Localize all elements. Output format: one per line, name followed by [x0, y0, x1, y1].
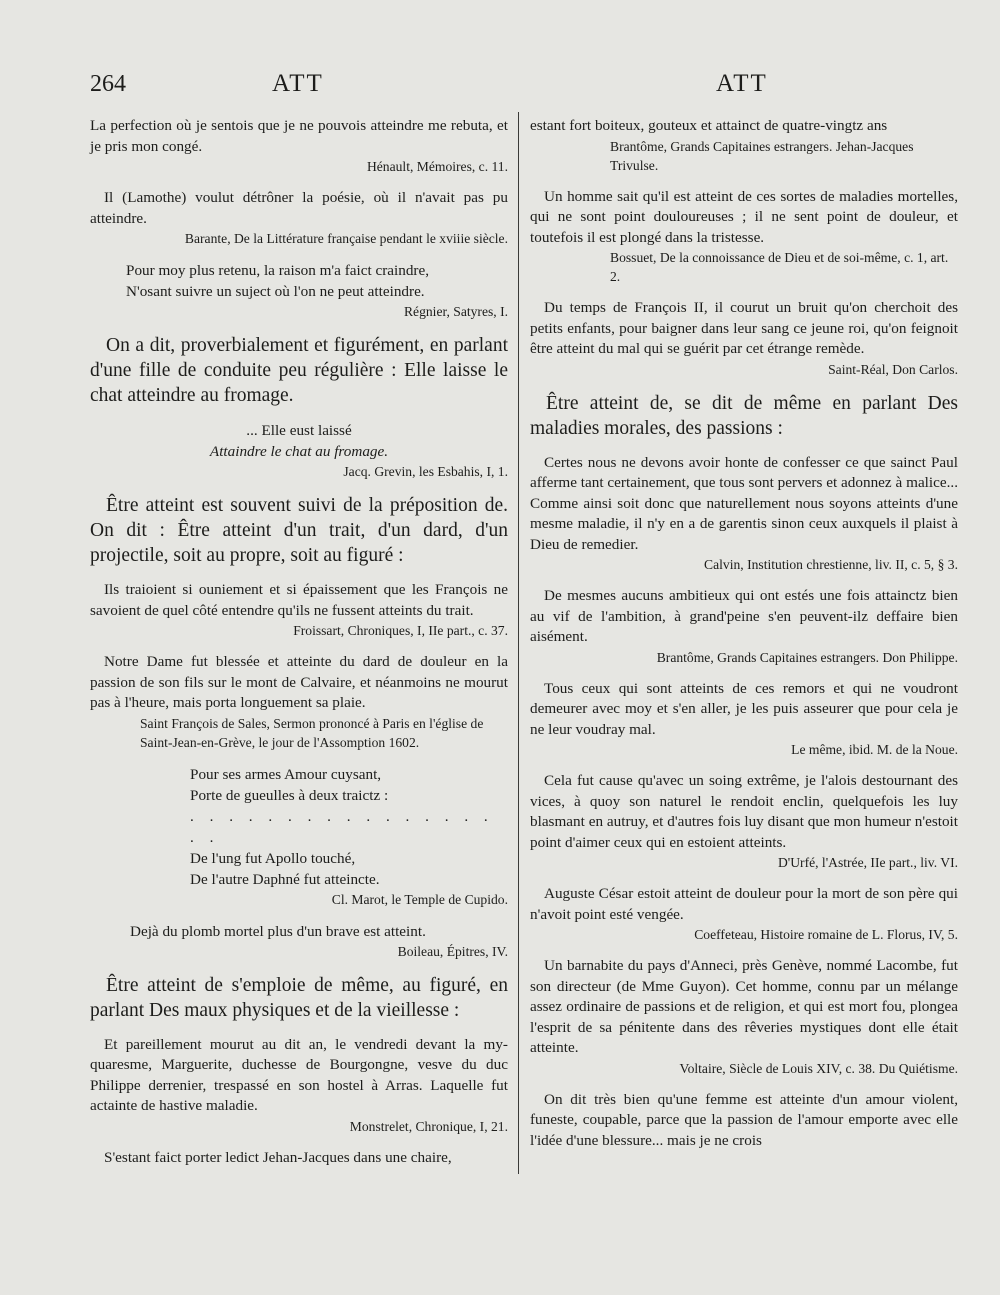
quote: Et pareillement mourut au dit an, le vendredi devant la my-quaresme, Marguerite, duchesse de Bourgongne, vesve du duc Philippe derrenier, trespassé en son hostel à Arras. Laquelle fut actainte de hastive maladie.	[90, 1035, 508, 1114]
usage-paragraph: Être atteint est souvent suivi de la préposition de. On dit : Être atteint d'un trait, d'un dard, d'un projectile, soit au propre, soit au figuré :	[90, 495, 508, 566]
verse-line: Pour ses armes Amour cuysant,	[190, 765, 382, 783]
quote: Tous ceux qui sont atteints de ces remors et qui ne voudront demeurer avec moy et s'en aller, je les puis asseurer que pour cela je ne leur voudray mal.	[530, 679, 958, 738]
quote: S'estant faict porter ledict Jehan-Jacques dans une chaire,	[104, 1148, 452, 1166]
quote: Auguste César estoit atteint de douleur pour la mort de son père qui n'avoit point esté vengée.	[530, 885, 958, 923]
verse-line: Dejà du plomb mortel plus d'un brave est atteint.	[130, 922, 426, 940]
quote: Notre Dame fut blessée et atteinte du dard de douleur en la passion de son fils sur le mont de Calvaire, et néanmoins ne mourut pas à l'heure, mais porta longuement sa plaie.	[90, 653, 508, 711]
quote: De mesmes aucuns ambitieux qui ont estés une fois attainctz bien au vif de l'ambition, à grand'peine s'en peuvent-ilz deffaire bien aisément.	[530, 587, 958, 645]
verse-block	[90, 260, 508, 302]
citation: Boileau, Épitres, IV.	[397, 943, 508, 959]
quote: Un homme sait qu'il est atteint de ces sortes de maladies mortelles, qui ne sont point douloureuses ; il ne sent point de douleur, et toutefois il est plongé dans la tristesse.	[530, 187, 958, 246]
quote: Il (Lamothe) voulut détrôner la poésie, où il n'avait pas pu atteindre.	[90, 189, 508, 227]
quote: estant fort boiteux, gouteux et attainct de quatre-vingtz ans	[530, 117, 888, 134]
citation: Barante, De la Littérature française pendant le xviiie siècle.	[184, 231, 508, 246]
citation: Cl. Marot, le Temple de Cupido.	[331, 891, 508, 907]
quote: Du temps de François II, il courut un bruit qu'on cherchoit des petits enfants, pour baigner dans leur sang ce jeune roi, qu'on feignoit être atteint du mal qui se guérit par cet étrange remède.	[530, 299, 958, 357]
left-column	[90, 70, 508, 1168]
quote: Certes nous ne devons avoir honte de confesser ce que sainct Paul afferme tant certainement, que tous sont pervers et adonnez à malice... Comme ainsi soit donc que naturellement nous soyons atteints d'une mesme maladie, il n'y en a de garentis sinon ceux auxquels il plaist à Dieu de remedier.	[530, 453, 958, 553]
verse-line: ... Elle eust laissé	[246, 422, 352, 439]
usage-paragraph: Être atteint de, se dit de même en parlant Des maladies morales, des passions :	[530, 392, 958, 439]
verse-line: Pour moy plus retenu, la raison m'a faict craindre,	[126, 262, 430, 279]
citation: D'Urfé, l'Astrée, IIe part., liv. VI.	[777, 855, 958, 870]
citation: Saint-Réal, Don Carlos.	[828, 361, 958, 377]
quote: Un barnabite du pays d'Anneci, près Genève, nommé Lacombe, fut son directeur (de Mme Guyon). Cet homme, connu par un mélange assez ordinaire de passions et de religion, et qui est mort fou, plongea l'esprit de sa pénitente dans des rêveries mystiques dont elle était atteinte.	[530, 957, 958, 1056]
citation: Coeffeteau, Histoire romaine de L. Florus, IV, 5.	[694, 927, 958, 942]
usage-paragraph: Être atteint de s'emploie de même, au figuré, en parlant Des maux physiques et de la vieillesse :	[90, 974, 508, 1021]
right-column	[530, 70, 958, 1151]
quote: Cela fut cause qu'avec un soing extrême, je l'alois destournant des vices, à quoy son naturel le rendoit enclin, quelquefois les luy blasmant en autruy, et d'autres fois luy disant que mon humeur n'estoit point d'aimer ceux qui en estoient atteints.	[530, 772, 958, 851]
verse-block	[90, 420, 508, 462]
citation: Saint François de Sales, Sermon prononcé à Paris en l'église de Saint-Jean-en-Grève, le jour de l'Assomption 1602.	[140, 715, 484, 750]
citation: Calvin, Institution chrestienne, liv. II, c. 5, § 3.	[704, 557, 958, 572]
quote: Ils traioient si ouniement et si épaissement que les François ne savoient de quel côté entendre qu'ils ne fussent atteints du trait.	[90, 581, 508, 619]
usage-paragraph: On a dit, proverbialement et figurément, en parlant d'une fille de conduite peu régulière : Elle laisse le chat atteindre au fromage.	[90, 335, 508, 406]
left-header	[90, 70, 508, 106]
citation: Monstrelet, Chronique, I, 21.	[349, 1118, 508, 1134]
citation: Jacq. Grevin, les Esbahis, I, 1.	[343, 464, 508, 479]
citation: Hénault, Mémoires, c. 11.	[366, 159, 508, 174]
citation: Le même, ibid. M. de la Noue.	[791, 742, 958, 757]
citation: Voltaire, Siècle de Louis XIV, c. 38. Du Quiétisme.	[679, 1060, 958, 1076]
citation: Brantôme, Grands Capitaines estrangers. Jehan-Jacques Trivulse.	[610, 138, 914, 173]
right-running-head: ATT	[716, 70, 768, 97]
verse-block	[90, 764, 508, 890]
quote: On dit très bien qu'une femme est atteinte d'un amour violent, funeste, coupable, parce que la passion de l'amour emporte avec elle l'idée d'une blessure... mais je ne crois	[530, 1090, 958, 1149]
ellipsis-line: . . . . . . . . . . . . . . . . . .	[190, 807, 494, 846]
verse-line: Porte de gueulles à deux traictz :	[190, 786, 389, 804]
verse-line: De l'autre Daphné fut atteincte.	[190, 870, 380, 888]
verse-line: De l'ung fut Apollo touché,	[190, 849, 356, 867]
citation: Brantôme, Grands Capitaines estrangers. Don Philippe.	[656, 649, 958, 665]
verse-line: Attaindre le chat au fromage.	[209, 443, 389, 460]
column-divider	[518, 112, 519, 1174]
left-running-head: ATT	[272, 70, 324, 97]
citation: Régnier, Satyres, I.	[403, 304, 508, 319]
verse-block	[90, 921, 508, 942]
citation: Bossuet, De la connoissance de Dieu et de soi-même, c. 1, art. 2.	[610, 250, 949, 284]
page-number: 264	[90, 71, 126, 97]
quote: La perfection où je sentois que je ne pouvois atteindre me rebuta, et je pris mon congé.	[90, 117, 508, 155]
verse-line: N'osant suivre un suject où l'on ne peut atteindre.	[126, 283, 425, 300]
right-header	[530, 70, 958, 106]
citation: Froissart, Chroniques, I, IIe part., c. 37.	[293, 623, 508, 638]
